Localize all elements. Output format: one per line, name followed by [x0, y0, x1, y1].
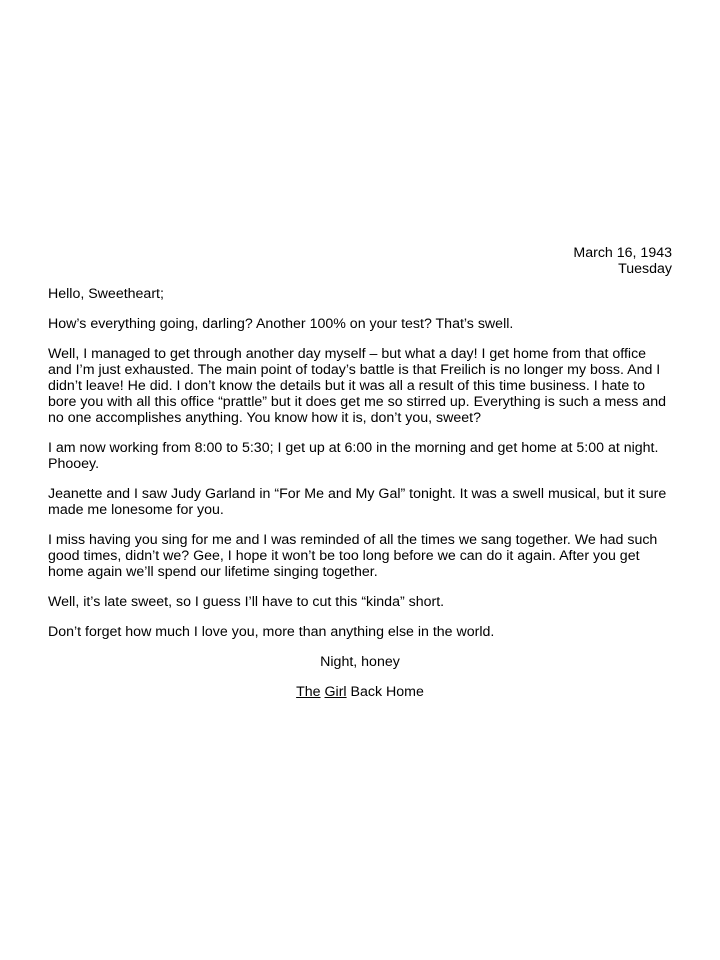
paragraph-7: Don’t forget how much I love you, more than anything else in the world.	[48, 624, 495, 640]
signature	[48, 684, 672, 700]
paragraph-5: I miss having you sing for me and I was reminded of all the times we sang together. We had such good times, didn’t we? Gee, I hope it won’t be too long before we can do it again. After you get home again we’ll spend our lifetime singing together.	[48, 532, 658, 580]
paragraph-1: How’s everything going, darling? Another 100% on your test? That’s swell.	[48, 316, 514, 332]
paragraph-2: Well, I managed to get through another day myself – but what a day! I get home from that office and I’m just exhausted. The main point of today’s battle is that Freilich is no longer my boss. And I didn’t leave! He did. I don’t know the details but it was all a result of this time business. I hate to bore you with all this office “prattle” but it does get me so stirred up. Everything is such a mess and no one accomplishes anything. You know how it is, don’t you, sweet?	[48, 346, 666, 426]
paragraph-6: Well, it’s late sweet, so I guess I’ll have to cut this “kinda” short.	[48, 594, 445, 610]
salutation: Hello, Sweetheart;	[48, 286, 164, 302]
signature-word-the: The	[296, 684, 321, 700]
signature-word-girl: Girl	[324, 684, 347, 700]
letter-page	[48, 245, 672, 700]
paragraph-4: Jeanette and I saw Judy Garland in “For Me and My Gal” tonight. It was a swell musical, but it sure made me lonesome for you.	[48, 486, 667, 518]
letter-weekday: Tuesday	[618, 261, 672, 277]
date-block	[48, 245, 672, 277]
letter-date: March 16, 1943	[573, 245, 672, 261]
paragraph-3: I am now working from 8:00 to 5:30; I get up at 6:00 in the morning and get home at 5:00 at night. Phooey.	[48, 440, 659, 472]
signature-rest: Back Home	[350, 684, 424, 700]
closing: Night, honey	[320, 654, 400, 670]
